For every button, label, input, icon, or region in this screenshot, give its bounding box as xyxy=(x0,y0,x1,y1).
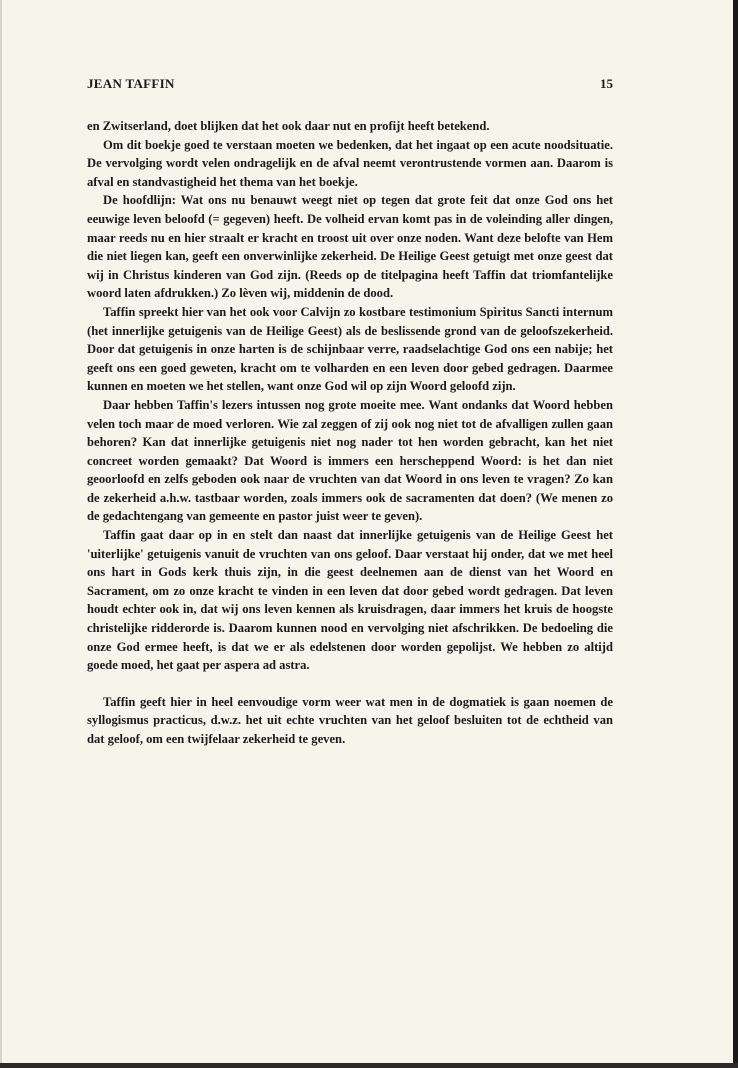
paragraph-7: Taffin geeft hier in heel eenvoudige vorm weer wat men in de dogmatiek is gaan noemen de syllogismus practicus, d.w.z. het uit echte vruchten van het geloof besluiten tot de echtheid van dat geloof, om een twijfelaar zekerheid te geven. xyxy=(87,694,613,746)
page-header xyxy=(87,76,613,96)
paragraph-6: Taffin gaat daar op in en stelt dan naast dat innerlijke getuigenis van de Heilige Geest het 'uiterlijke' getuigenis vanuit de vruchten van ons geloof. Daar verstaat hij onder, dat we met heel ons hart in Gods kerk thuis zijn, in die geest deelnemen aan de dienst van het Woord en Sacrament, om zo onze kracht te vinden in een leven dat door gebed wordt gedragen. Dat leven houdt echter ook in, dat wij ons leven kennen als kruisdragen, daar immers het kruis de hoogste christelijke ridderorde is. Daarom kunnen nood en vervolging niet afschrikken. De bedoeling die onze God ermee heeft, is dat we er als edelstenen door worden gepolijst. We hebben zo altijd goede moed, het gaat per aspera ad astra. xyxy=(87,528,613,673)
body-text xyxy=(87,117,613,749)
page-edge-left xyxy=(0,0,2,1068)
page-edge-right xyxy=(733,0,738,1068)
paragraph-4: Taffin spreekt hier van het ook voor Calvijn zo kostbare testimonium Spiritus Sancti internum (het innerlijke getuigenis van de Heilige Geest) als de beslissende grond van de geloofszekerheid. Door dat getuigenis in onze harten is de schijnbaar verre, raadselachtige God ons een nabije; het geeft ons een goed geweten, kracht om te volharden en een leven door gebed gedragen. Daarmee kunnen en moeten we het stellen, want onze God wil op zijn Woord geloofd zijn. xyxy=(87,304,613,394)
page-number: 15 xyxy=(600,76,613,91)
paragraph-3: De hoofdlijn: Wat ons nu benauwt weegt niet op tegen dat grote feit dat onze God ons het eeuwige leven beloofd (= gegeven) heeft. De volheid ervan komt pas in de voleinding aller dingen, maar reeds nu en hier straalt er kracht en troost uit over onze noden. Want deze belofte van Hem die niet liegen kan, geeft een onverwinlijke zekerheid. De Heilige Geest getuigt met onze geest dat wij in Christus kinderen van God zijn. (Reeds op de titelpagina heeft Taffin dat triomfantelijke woord laten afdrukken.) Zo lèven wij, middenin de dood. xyxy=(87,193,613,301)
paragraph-1: en Zwitserland, doet blijken dat het ook daar nut en profijt heeft betekend. xyxy=(87,119,490,133)
page-edge-bottom xyxy=(0,1063,738,1068)
paragraph-5: Daar hebben Taffin's lezers intussen nog grote moeite mee. Want ondanks dat Woord hebben velen toch maar de moed verloren. Wie zal zeggen of zij ook nog niet tot de afvalligen zullen gaan behoren? Kan dat innerlijke getuigenis niet nog nader tot hen worden gebracht, kan het niet concreet worden gemaakt? Dat Woord is immers een herscheppend Woord: is het dan niet geoorloofd en zelfs geboden ook naar de vruchten van dat Woord in ons leven te vragen? Zo kan de zekerheid a.h.w. tastbaar worden, zoals immers ook de sacramenten dat doen? (We menen zo de gedachtengang van gemeente en pastor juist weer te geven). xyxy=(87,397,613,524)
running-head: JEAN TAFFIN xyxy=(87,76,175,91)
paragraph-2: Om dit boekje goed te verstaan moeten we bedenken, dat het ingaat op een acute noodsituatie. De vervolging wordt velen ondragelijk en de afval neemt verontrustende vormen aan. Daarom is afval en standvastigheid het thema van het boekje. xyxy=(87,137,613,189)
